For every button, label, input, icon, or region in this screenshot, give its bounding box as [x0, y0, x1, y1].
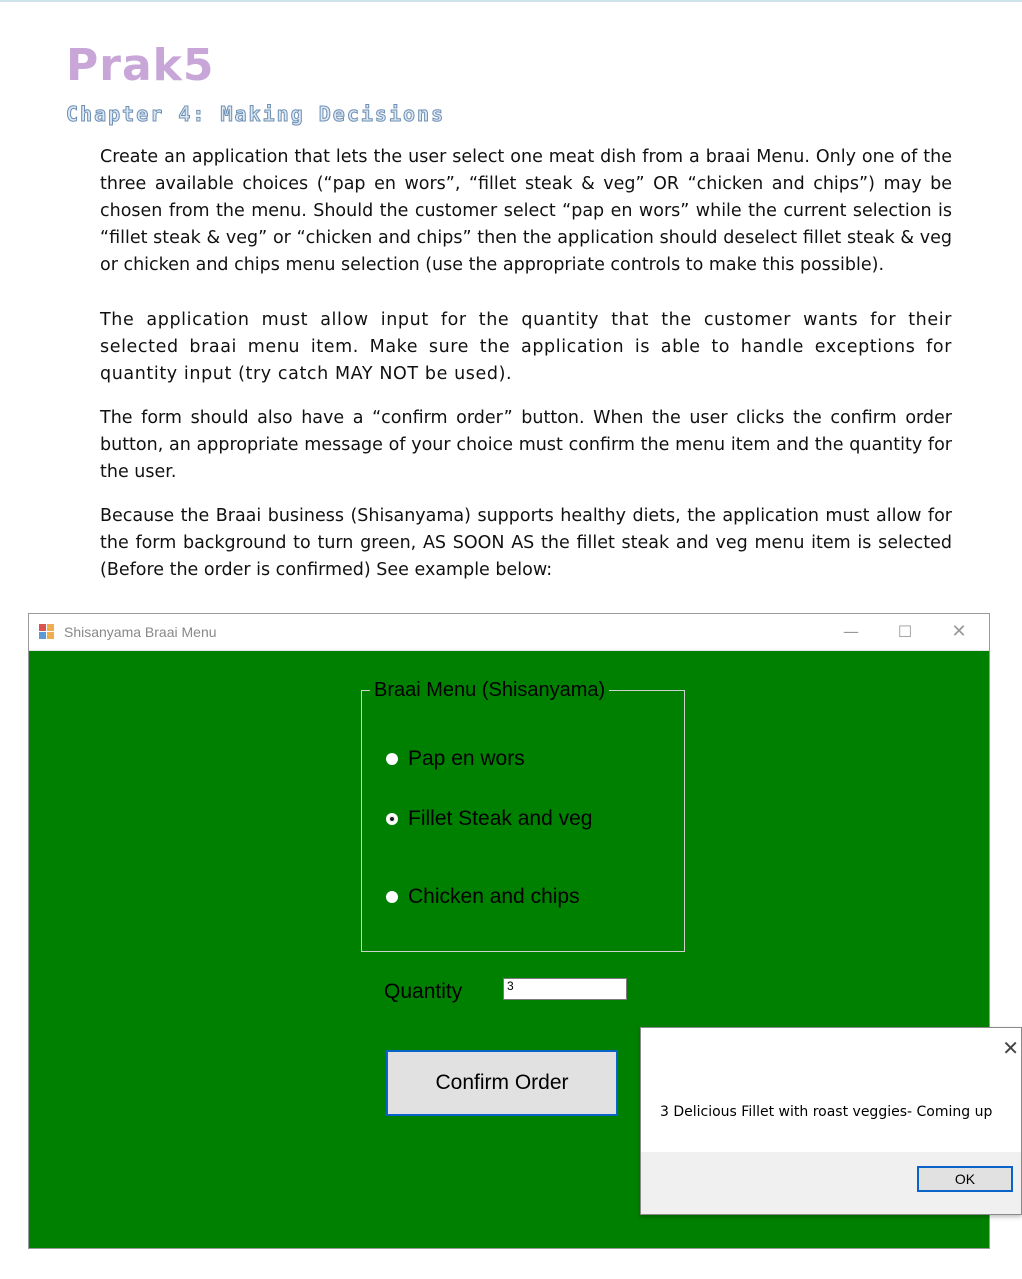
document-title: Prak5	[66, 40, 215, 91]
paragraph-2: The application must allow input for the quantity that the customer wants for their selected braai menu item. Make sure the application is able to handle exceptions for quantity input (try catch MAY NOT be used).	[100, 310, 952, 384]
groupbox-title: Braai Menu (Shisanyama)	[370, 679, 609, 702]
radio-label[interactable]: Pap en wors	[408, 747, 525, 770]
radio-label[interactable]: Fillet Steak and veg	[408, 807, 593, 830]
radio-checked-icon[interactable]	[386, 813, 398, 825]
radio-fillet-steak-and-veg[interactable]	[386, 807, 592, 831]
paragraph-4: Because the Braai business (Shisanyama) supports healthy diets, the application must allow for the form background to turn green, AS SOON AS the fillet steak and veg menu item is selected (Before the order is confirmed) See example below:	[100, 506, 952, 580]
ok-button[interactable]: OK	[917, 1166, 1013, 1192]
radio-unchecked-icon[interactable]	[386, 753, 398, 765]
radio-chicken-and-chips[interactable]	[386, 885, 580, 909]
close-icon[interactable]: ✕	[1002, 1036, 1019, 1060]
message-text: 3 Delicious Fillet with roast veggies- Coming up	[660, 1104, 993, 1120]
paragraph-3: The form should also have a “confirm order” button. When the user clicks the confirm order button, an appropriate message of your choice must confirm the menu item and the quantity for the user.	[100, 408, 952, 482]
windows-form-icon	[39, 624, 55, 640]
minimize-button[interactable]: —	[843, 622, 859, 641]
window-title: Shisanyama Braai Menu	[64, 624, 217, 640]
paragraph-1: Create an application that lets the user select one meat dish from a braai Menu. Only one of the three available choices (“pap en wors”, “fillet steak & veg” OR “chicken and chips”) may be chosen from the menu. Should the customer select “pap en wors” while the current selection is “fillet steak & veg” or “chicken and chips” then the application should deselect fillet steak & veg or chicken and chips menu selection (use the appropriate controls to make this possible).	[100, 147, 952, 275]
close-button[interactable]: ✕	[951, 621, 967, 642]
radio-unchecked-icon[interactable]	[386, 891, 398, 903]
confirmation-message-box	[640, 1027, 1022, 1215]
quantity-label: Quantity	[384, 980, 463, 1003]
confirm-order-button[interactable]: Confirm Order	[386, 1050, 618, 1116]
maximize-button[interactable]: ☐	[897, 622, 913, 641]
top-divider	[0, 0, 1022, 2]
radio-pap-en-wors[interactable]	[386, 747, 525, 771]
document-subtitle: Chapter 4: Making Decisions	[66, 102, 446, 126]
braai-menu-groupbox	[361, 679, 685, 952]
quantity-input[interactable]: 3	[503, 978, 627, 1000]
radio-label[interactable]: Chicken and chips	[408, 885, 580, 908]
window-titlebar[interactable]	[29, 614, 989, 651]
message-footer	[641, 1152, 1021, 1214]
